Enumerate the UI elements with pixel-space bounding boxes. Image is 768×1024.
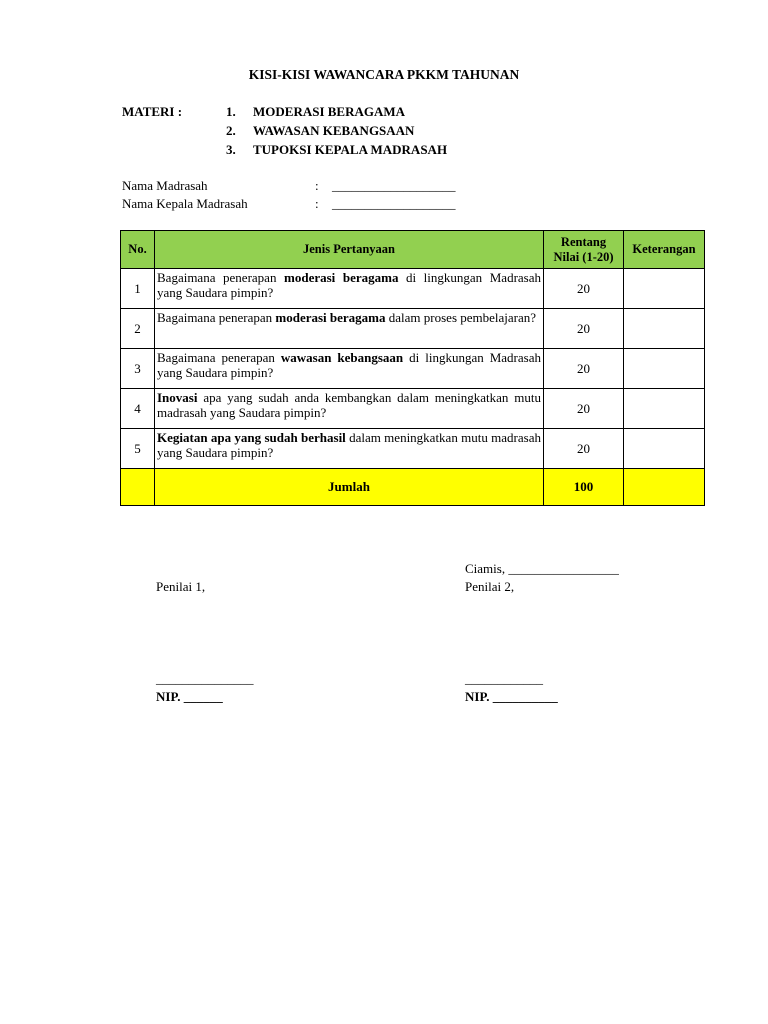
document-title: KISI-KISI WAWANCARA PKKM TAHUNAN xyxy=(248,67,520,82)
header-range xyxy=(544,231,624,269)
row-question xyxy=(155,389,544,429)
header-range-line1: Rentang xyxy=(560,234,607,249)
question-keyword: wawasan kebangsaan xyxy=(280,350,404,365)
question-text: Bagaimana penerapan xyxy=(157,310,276,325)
row-note xyxy=(624,389,705,429)
header-no: No. xyxy=(121,231,155,269)
table-row xyxy=(121,429,705,469)
materi-label: MATERI : xyxy=(122,104,183,119)
total-value: 100 xyxy=(544,469,624,506)
assessor2-signature-line: ____________ xyxy=(465,671,543,686)
row-number: 2 xyxy=(121,309,155,349)
total-label: Jumlah xyxy=(155,469,544,506)
row-score: 20 xyxy=(544,429,624,469)
info-colon: : xyxy=(315,196,319,211)
info-blank-madrasah: ___________________ xyxy=(332,178,456,193)
question-text: Bagaimana penerapan xyxy=(157,350,281,365)
table-row xyxy=(121,349,705,389)
table-row xyxy=(121,309,705,349)
row-note xyxy=(624,349,705,389)
assessor1-nip: NIP. ______ xyxy=(156,689,223,704)
header-range-line2: Nilai (1-20) xyxy=(553,249,614,264)
row-question xyxy=(155,429,544,469)
header-question: Jenis Pertanyaan xyxy=(155,231,544,269)
materi-item-text: WAWASAN KEBANGSAAN xyxy=(253,123,415,138)
row-number: 4 xyxy=(121,389,155,429)
question-keyword: Kegiatan apa yang sudah berhasil xyxy=(157,430,346,445)
row-score: 20 xyxy=(544,389,624,429)
info-colon: : xyxy=(315,178,319,193)
row-question xyxy=(155,349,544,389)
question-text: di lingkungan Madrasah yang Saudara pimpin? xyxy=(157,270,541,300)
row-score: 20 xyxy=(544,309,624,349)
question-keyword: moderasi beragama xyxy=(275,310,386,325)
assessor1-signature-line: _______________ xyxy=(156,671,254,686)
row-score: 20 xyxy=(544,269,624,309)
row-score: 20 xyxy=(544,349,624,389)
row-number: 1 xyxy=(121,269,155,309)
info-label-kepala: Nama Kepala Madrasah xyxy=(122,196,248,211)
question-text: Bagaimana penerapan xyxy=(157,270,285,285)
question-text: di lingkungan Madrasah yang Saudara pimpin? xyxy=(157,350,541,380)
materi-item-text: MODERASI BERAGAMA xyxy=(253,104,406,119)
assessor2-nip: NIP. __________ xyxy=(465,689,558,704)
table-row xyxy=(121,269,705,309)
total-empty-cell xyxy=(121,469,155,506)
place-date: Ciamis, _________________ xyxy=(465,561,619,576)
row-number: 3 xyxy=(121,349,155,389)
assessor2-title: Penilai 2, xyxy=(465,579,515,594)
table-header-row xyxy=(121,231,705,269)
materi-item-number: 3. xyxy=(226,142,236,157)
row-number: 5 xyxy=(121,429,155,469)
assessor1-title: Penilai 1, xyxy=(156,579,206,594)
question-text: apa yang sudah anda kembangkan dalam meningkatkan mutu madrasah yang Saudara pimpin? xyxy=(157,390,541,420)
materi-item-text: TUPOKSI KEPALA MADRASAH xyxy=(253,142,448,157)
materi-item-number: 1. xyxy=(226,104,236,119)
row-note xyxy=(624,429,705,469)
row-question xyxy=(155,269,544,309)
question-keyword: Inovasi xyxy=(157,390,198,405)
total-note-cell xyxy=(624,469,705,506)
info-label-madrasah: Nama Madrasah xyxy=(122,178,208,193)
question-table xyxy=(120,230,705,506)
row-note xyxy=(624,309,705,349)
question-text: dalam meningkatkan mutu madrasah yang Saudara pimpin? xyxy=(157,430,541,460)
table-row xyxy=(121,389,705,429)
header-note: Keterangan xyxy=(624,231,705,269)
row-note xyxy=(624,269,705,309)
info-blank-kepala: ___________________ xyxy=(332,196,456,211)
question-keyword: moderasi beragama xyxy=(284,270,399,285)
total-row xyxy=(121,469,705,506)
materi-item-number: 2. xyxy=(226,123,236,138)
row-question xyxy=(155,309,544,349)
question-text: dalam proses pembelajaran? xyxy=(385,310,537,325)
